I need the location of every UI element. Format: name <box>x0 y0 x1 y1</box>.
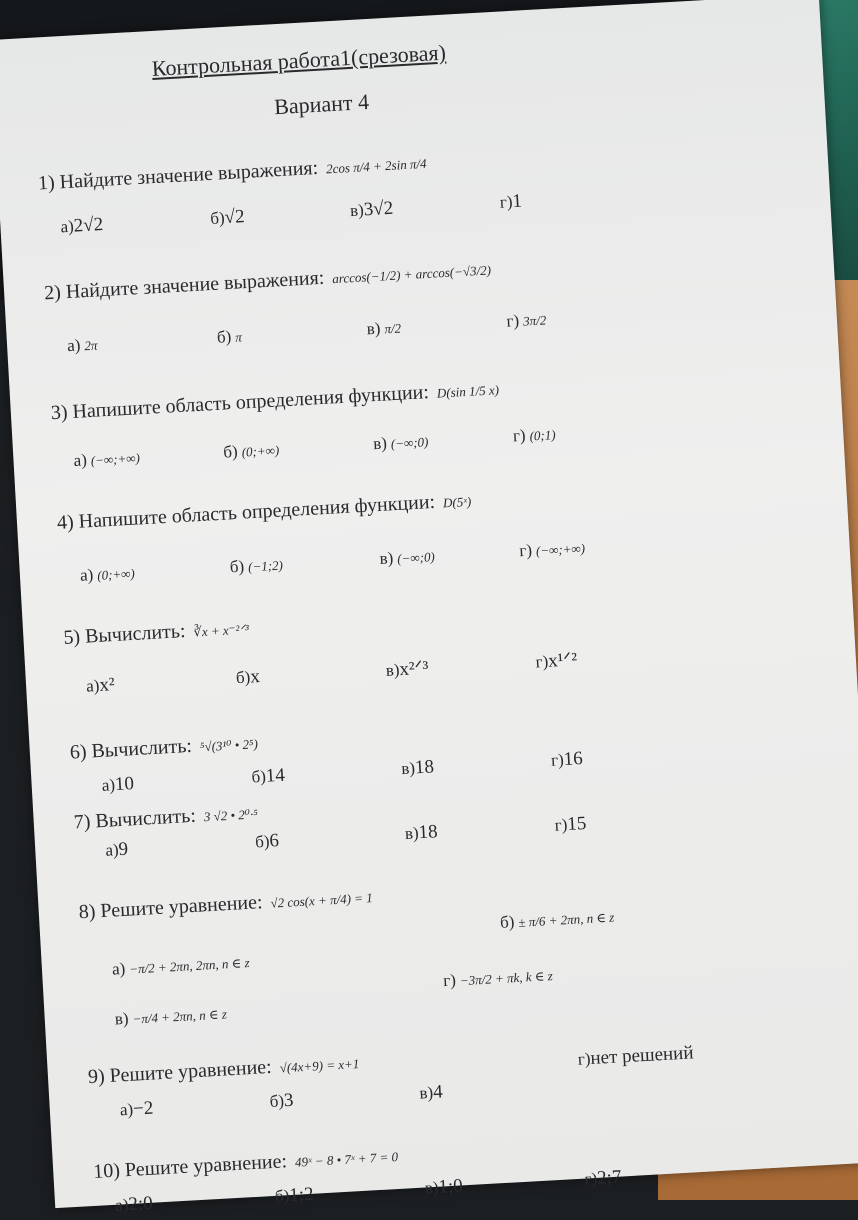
question-text: 6) Вычислить: <box>69 734 193 764</box>
answer-label: в) <box>379 548 394 569</box>
question-text: 1) Найдите значение выражения: <box>37 156 319 195</box>
answer-value: (−∞;0) <box>390 434 429 452</box>
answer-d <box>550 748 583 772</box>
answer-label: в) <box>400 758 416 779</box>
answer-label: а) <box>60 216 75 237</box>
answer-label: б) <box>274 1186 290 1206</box>
answer-value: 3 <box>283 1089 295 1112</box>
answer-label: б) <box>222 441 239 462</box>
question-text: 5) Вычислить: <box>62 620 187 649</box>
answer-value: ± π/6 + 2πn, n ∈ z <box>517 909 615 930</box>
question-10 <box>93 1144 399 1184</box>
question-text: 4) Напишите область определения функции: <box>56 490 436 534</box>
answer-value: 15 <box>566 812 587 835</box>
question-expression: D(5ˣ) <box>442 493 472 511</box>
answer-a <box>79 563 135 586</box>
answer-label: в) <box>366 318 381 339</box>
answer-c <box>419 1081 443 1104</box>
answer-label: а) <box>104 840 120 860</box>
answer-value: 10 <box>114 773 135 796</box>
answer-value: 14 <box>265 764 286 787</box>
question-expression: 2cos π/4 + 2sin π/4 <box>325 155 427 177</box>
answer-b <box>269 1090 294 1113</box>
answer-c <box>366 318 401 340</box>
answer-d <box>506 309 547 331</box>
question-expression: 3 √2 • 2⁰·⁵ <box>203 806 259 825</box>
answer-label: а) <box>79 565 94 585</box>
answer-value: 4 <box>432 1081 444 1103</box>
answer-d <box>535 648 578 673</box>
answer-a <box>105 839 129 862</box>
answer-d <box>577 1042 694 1070</box>
page-title: Контрольная работа1(срезовая) <box>151 39 447 81</box>
answer-d <box>443 965 553 991</box>
question-4 <box>56 489 471 535</box>
answer-label: г) <box>499 192 514 212</box>
answer-b <box>274 1184 314 1208</box>
answer-value: 9 <box>118 838 129 861</box>
variant-label: Вариант 4 <box>273 88 370 120</box>
answer-a <box>112 952 251 980</box>
answer-label: в) <box>385 660 401 680</box>
answer-d <box>512 424 556 446</box>
answer-c <box>114 1003 227 1029</box>
answer-a <box>86 674 116 698</box>
answer-label: б) <box>216 327 232 347</box>
question-9 <box>87 1051 359 1089</box>
answer-value: −π/2 + 2πn, 2πn, n ∈ z <box>128 954 250 977</box>
question-text: 2) Найдите значение выражения: <box>43 266 325 305</box>
answer-value: (−∞;+∞) <box>535 540 586 559</box>
answer-label: в) <box>418 1082 434 1103</box>
answer-value: (0;+∞) <box>96 565 136 583</box>
answer-a <box>67 334 98 356</box>
question-3 <box>50 377 499 425</box>
question-text: 9) Решите уравнение: <box>87 1055 273 1089</box>
answer-value: x¹ᐟ² <box>547 649 578 672</box>
answer-label: а) <box>111 958 126 979</box>
answer-label: а) <box>114 1195 129 1215</box>
answer-value: 1;0 <box>437 1175 464 1198</box>
answer-value: π/2 <box>384 320 402 337</box>
answer-value: −2 <box>132 1097 154 1120</box>
answer-label: б) <box>235 667 251 688</box>
answer-value: 6 <box>268 830 280 852</box>
answer-value: −π/4 + 2πn, n ∈ z <box>132 1006 228 1027</box>
question-text: 7) Вычислить: <box>73 804 197 834</box>
answer-label: в) <box>349 200 365 221</box>
answer-label: в) <box>424 1177 439 1198</box>
answer-value: 3π/2 <box>522 312 547 329</box>
answer-value: 2;0 <box>127 1192 154 1216</box>
answer-value: 18 <box>418 821 439 844</box>
answer-value: 3√2 <box>363 197 394 221</box>
answer-b <box>210 206 245 230</box>
answer-b <box>255 830 280 853</box>
question-5 <box>63 616 249 649</box>
answer-d <box>519 538 586 562</box>
answer-value: нет решений <box>589 1042 695 1070</box>
answer-a <box>73 447 140 471</box>
answer-value: 2π <box>84 337 98 354</box>
question-6 <box>69 731 258 764</box>
answer-value: √2 <box>224 206 246 229</box>
answer-label: в) <box>404 823 420 844</box>
answer-label: б) <box>209 208 226 228</box>
answer-label: б) <box>251 766 267 787</box>
answer-label: г) <box>512 425 527 446</box>
answer-a <box>60 214 104 238</box>
answer-c <box>379 546 435 569</box>
answer-b <box>500 907 615 933</box>
question-expression: 49ˣ − 8 • 7ˣ + 7 = 0 <box>294 1148 399 1170</box>
question-2 <box>44 257 492 305</box>
answer-value: x²ᐟ³ <box>398 657 429 681</box>
answer-value: 1 <box>511 190 523 213</box>
answer-a <box>115 1193 154 1217</box>
answer-label: б) <box>229 556 245 577</box>
answer-label: г) <box>554 815 568 835</box>
answer-b <box>216 326 242 347</box>
question-1 <box>37 151 427 196</box>
answer-label: г) <box>442 970 457 991</box>
answer-label: а) <box>85 675 100 696</box>
answer-a <box>119 1098 154 1122</box>
answer-b <box>229 554 283 577</box>
answer-value: x <box>249 665 261 688</box>
answer-c <box>401 756 435 780</box>
answer-value: 16 <box>563 748 584 771</box>
question-text: 10) Решите уравнение: <box>92 1150 288 1183</box>
answer-label: в) <box>114 1008 130 1029</box>
answer-c <box>424 1175 463 1199</box>
answer-label: а) <box>73 450 88 470</box>
answer-value: π <box>234 329 243 345</box>
question-expression: D(sin 1/5 x) <box>436 382 500 401</box>
answer-label: а) <box>101 775 116 795</box>
question-8 <box>78 885 373 924</box>
answer-d <box>584 1167 622 1191</box>
answer-c <box>373 431 429 454</box>
question-expression: √(4x+9) = x+1 <box>279 1055 360 1076</box>
answer-value: 18 <box>414 756 435 779</box>
question-7 <box>73 801 258 834</box>
answer-d <box>499 191 522 214</box>
answer-label: г) <box>518 540 533 561</box>
answer-value: −3π/2 + πk, k ∈ z <box>459 968 554 989</box>
answer-value: (0;+∞) <box>241 442 280 460</box>
answer-a <box>101 773 134 797</box>
answer-label: а) <box>119 1099 134 1120</box>
answer-label: г) <box>583 1168 598 1189</box>
answer-label: г) <box>577 1049 591 1069</box>
question-text: 8) Решите уравнение: <box>78 891 264 924</box>
answer-label: в) <box>372 433 388 454</box>
answer-value: (−∞;+∞) <box>90 450 141 469</box>
answer-c <box>385 657 429 682</box>
answer-b <box>251 765 285 789</box>
answer-label: а) <box>66 335 81 356</box>
question-expression: arccos(−1/2) + arccos(−√3/2) <box>331 262 492 287</box>
question-expression: ⁵√(3¹⁰ • 2⁵) <box>199 736 259 755</box>
answer-c <box>350 198 394 222</box>
answer-label: б) <box>269 1091 285 1112</box>
answer-label: б) <box>254 831 270 852</box>
answer-value: (0;1) <box>529 427 556 444</box>
answer-d <box>554 813 587 837</box>
answer-c <box>404 821 438 845</box>
answer-value: 2;7 <box>596 1166 622 1189</box>
answer-value: 1;2 <box>288 1183 315 1207</box>
answer-value: (−1;2) <box>247 557 284 575</box>
question-expression: √2 cos(x + π/4) = 1 <box>270 889 374 911</box>
answer-label: г) <box>505 310 520 331</box>
answer-b <box>235 666 260 689</box>
answer-label: г) <box>550 750 565 770</box>
answer-value: 2√2 <box>73 213 104 237</box>
answer-value: x² <box>98 674 116 696</box>
answer-label: г) <box>535 651 549 672</box>
question-text: 3) Напишите область определения функции: <box>50 381 430 425</box>
answer-label: б) <box>499 912 515 932</box>
answer-value: (−∞;0) <box>396 548 436 567</box>
answer-b <box>223 440 280 463</box>
question-expression: ∛x + x⁻²ᐟ³ <box>193 621 250 640</box>
